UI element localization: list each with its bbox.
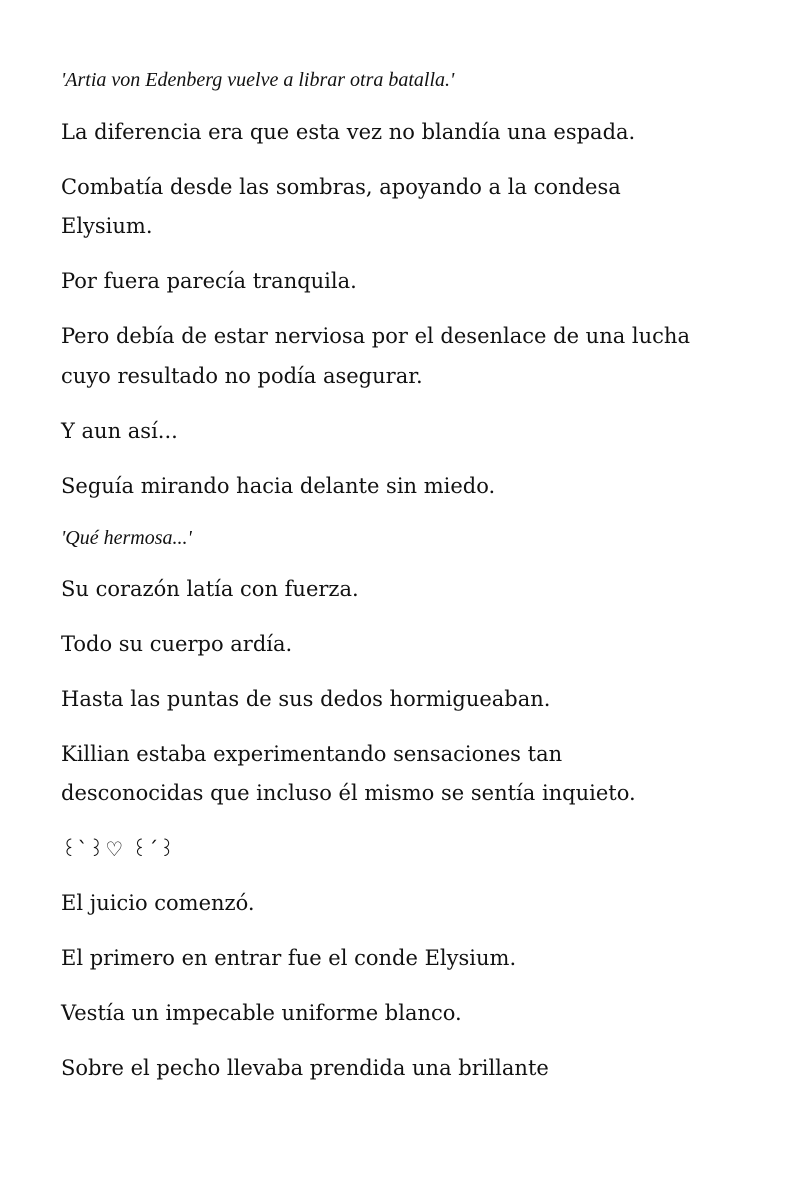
italic-thought-line: 'Qué hermosa...': [61, 527, 192, 549]
text-line: cuyo resultado no podía asegurar.: [61, 364, 423, 388]
scene-separator: ꒰`꒱♡ ꒰´꒱: [61, 837, 176, 861]
text-line: Killian estaba experimentando sensaciones tan: [61, 742, 563, 766]
text-line: El juicio comenzó.: [61, 891, 255, 915]
text-line: Por fuera parecía tranquila.: [61, 269, 357, 293]
text-line: Todo su cuerpo ardía.: [61, 632, 293, 656]
text-line: Seguía mirando hacia delante sin miedo.: [61, 474, 496, 498]
text-line: Su corazón latía con fuerza.: [61, 577, 359, 601]
text-line: Hasta las puntas de sus dedos hormigueaban.: [61, 687, 551, 711]
text-line: Pero debía de estar nerviosa por el desenlace de una lucha: [61, 324, 690, 348]
text-line: Vestía un impecable uniforme blanco.: [61, 1001, 462, 1025]
text-line: El primero en entrar fue el conde Elysium.: [61, 946, 517, 970]
text-line: La diferencia era que esta vez no blandía una espada.: [61, 120, 636, 144]
text-line: Y aun así...: [61, 419, 178, 443]
text-line: desconocidas que incluso él mismo se sentía inquieto.: [61, 781, 636, 805]
text-line: Combatía desde las sombras, apoyando a la condesa: [61, 175, 621, 199]
text-line: Elysium.: [61, 214, 153, 238]
italic-thought-line: 'Artia von Edenberg vuelve a librar otra batalla.': [61, 69, 455, 91]
text-line: Sobre el pecho llevaba prendida una brillante: [61, 1056, 549, 1080]
